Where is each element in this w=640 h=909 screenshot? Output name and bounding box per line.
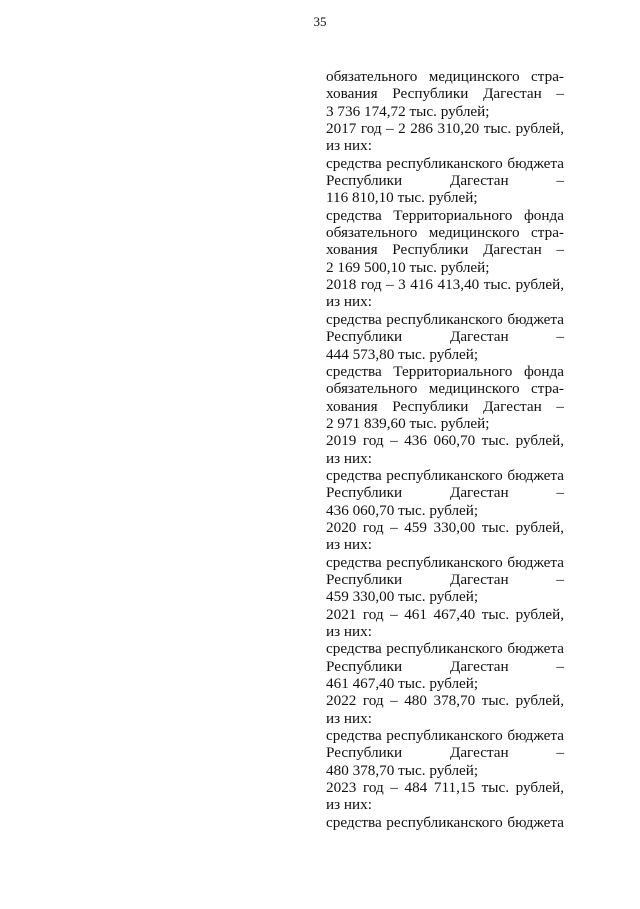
document-text-column — [326, 68, 564, 831]
text-line: обязательного медицинского стра- — [326, 224, 564, 242]
text-line: 116 810,10 тыс. рублей; — [326, 189, 478, 207]
text-line: 436 060,70 тыс. рублей; — [326, 501, 479, 519]
text-line: Республики Дагестан – — [326, 172, 564, 190]
text-line: из них: — [326, 293, 372, 311]
text-line: 461 467,40 тыс. рублей; — [326, 675, 479, 693]
text-line: средства республиканского бюджета — [326, 727, 564, 745]
text-line: обязательного медицинского стра- — [326, 380, 564, 398]
text-line: Республики Дагестан – — [326, 484, 564, 502]
text-line: хования Республики Дагестан – — [326, 241, 564, 259]
text-line: Республики Дагестан – — [326, 328, 564, 346]
text-line: средства республиканского бюджета — [326, 154, 564, 172]
text-line: Республики Дагестан – — [326, 744, 564, 762]
text-line: из них: — [326, 536, 372, 554]
text-line: 2018 год – 3 416 413,40 тыс. рублей, — [326, 276, 564, 294]
text-line: средства республиканского бюджета — [326, 466, 564, 484]
text-line: 2022 год – 480 378,70 тыс. рублей, — [326, 692, 564, 710]
text-line: 2020 год – 459 330,00 тыс. рублей, — [326, 518, 564, 536]
text-line: средства Территориального фонда — [326, 362, 564, 380]
text-line: из них: — [326, 623, 372, 640]
text-line: из них: — [326, 709, 372, 727]
text-line: из них: — [326, 796, 372, 814]
text-line: средства Территориального фонда — [326, 206, 564, 224]
text-line: 480 378,70 тыс. рублей; — [326, 761, 479, 779]
text-line: 2 169 500,10 тыс. рублей; — [326, 258, 490, 276]
text-line: 2017 год – 2 286 310,20 тыс. рублей, — [326, 120, 564, 138]
text-line: из них: — [326, 137, 372, 155]
page-number: 35 — [313, 14, 327, 29]
text-line: 2021 год – 461 467,40 тыс. рублей, — [326, 605, 564, 623]
text-line: 2019 год – 436 060,70 тыс. рублей, — [326, 432, 564, 450]
text-line: 459 330,00 тыс. рублей; — [326, 588, 479, 606]
text-line: Республики Дагестан – — [326, 570, 564, 588]
text-line: средства республиканского бюджета — [326, 640, 564, 658]
text-line: хования Республики Дагестан – — [326, 397, 564, 415]
text-line: средства республиканского бюджета — [326, 813, 564, 831]
text-line: средства республиканского бюджета — [326, 553, 564, 571]
text-line: хования Республики Дагестан – — [326, 85, 564, 103]
text-line: 2023 год – 484 711,15 тыс. рублей, — [326, 779, 564, 797]
text-line: средства республиканского бюджета — [326, 310, 564, 328]
text-line: Республики Дагестан – — [326, 657, 564, 675]
text-line: 3 736 174,72 тыс. рублей; — [326, 102, 490, 120]
text-line: 444 573,80 тыс. рублей; — [326, 345, 479, 363]
text-line: 2 971 839,60 тыс. рублей; — [326, 414, 490, 432]
text-line: обязательного медицинского стра- — [326, 68, 564, 85]
text-line: из них: — [326, 449, 372, 467]
